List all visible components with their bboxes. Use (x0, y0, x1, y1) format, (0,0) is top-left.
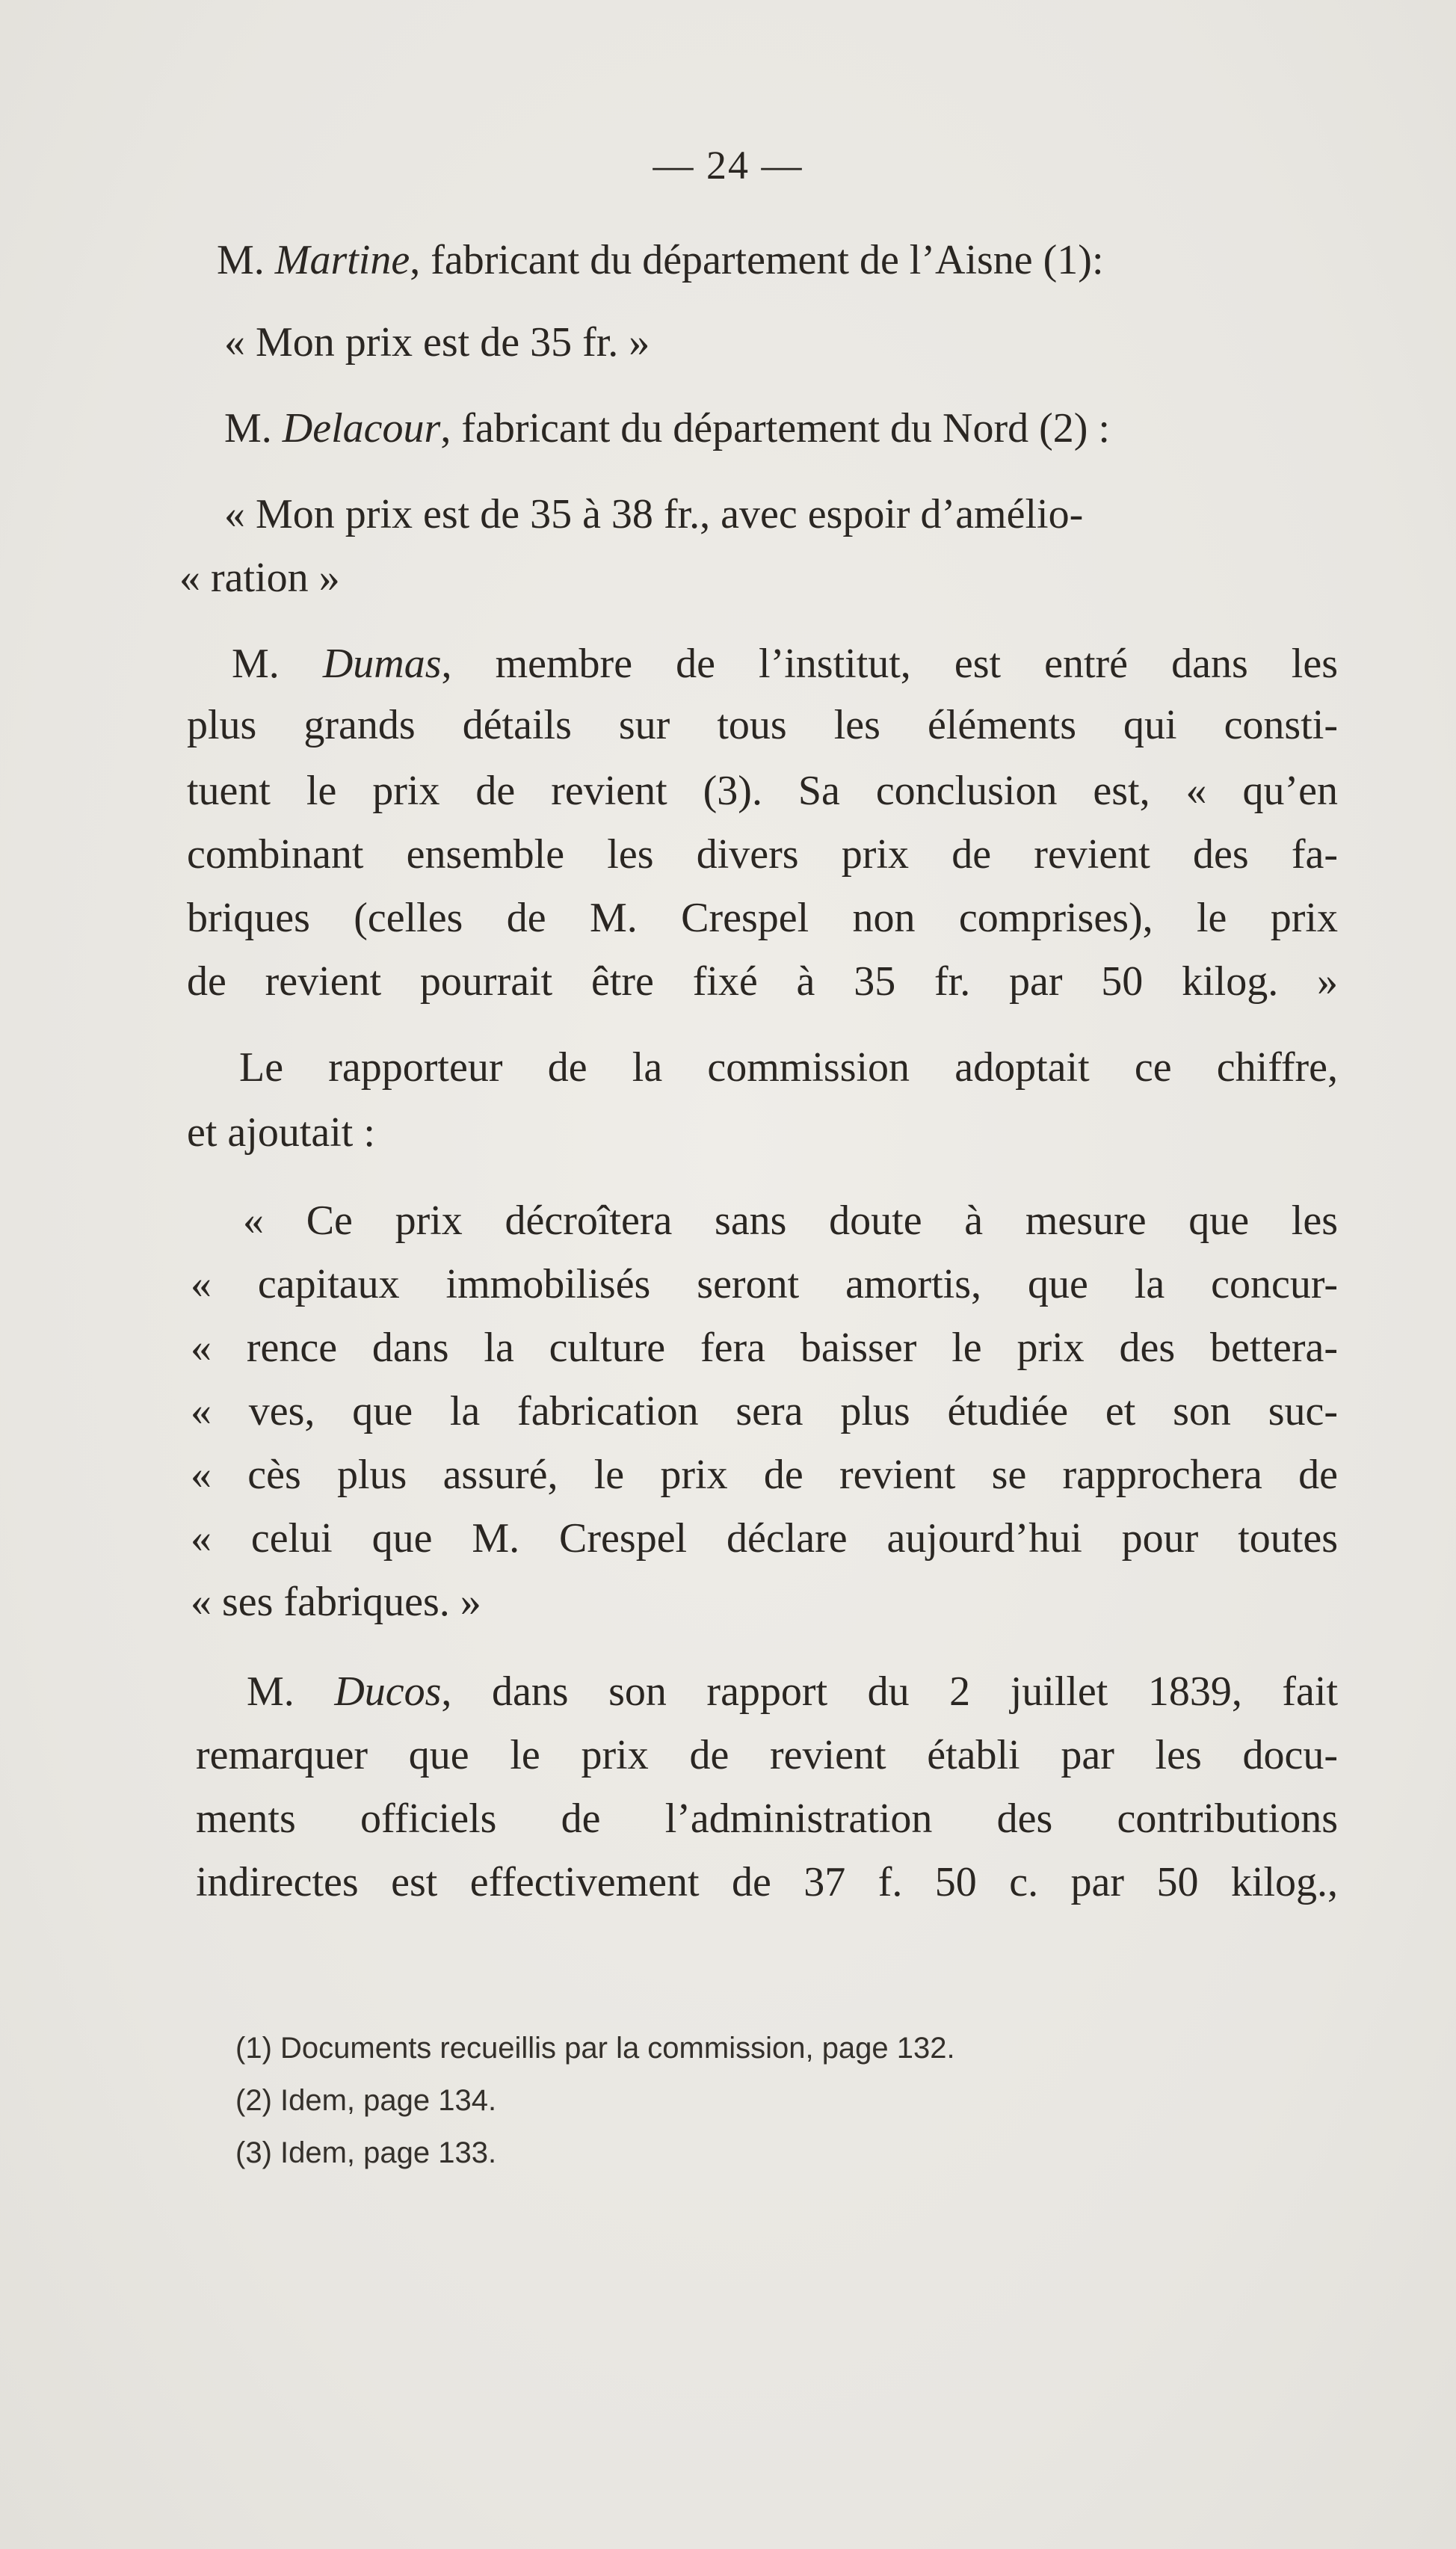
quote-line-3: « rence dans la culture fera baisser le prix des bettera- (191, 1325, 1338, 1371)
quote-line-5: « cès plus assuré, le prix de revient se rapprochera de (191, 1452, 1338, 1498)
quote-line-4: « ves, que la fabrication sera plus étudiée et son suc- (191, 1388, 1338, 1434)
martine-line-1: M. Martine, fabricant du département de l’Aisne (1): (217, 237, 1104, 283)
rapporteur-line-1: Le rapporteur de la commission adoptait ce chiffre, (239, 1044, 1338, 1091)
quote-line-2: « capitaux immobilisés seront amortis, que la concur- (191, 1261, 1338, 1307)
quote-line-1: « Ce prix décroîtera sans doute à mesure que les (243, 1198, 1338, 1244)
quote-line-6: « celui que M. Crespel déclare aujourd’hui pour toutes (191, 1515, 1338, 1562)
ducos-line-1: M. Ducos, dans son rapport du 2 juillet 1839, fait (247, 1668, 1339, 1715)
delacour-line-3: « ration » (179, 555, 340, 601)
delacour-line-2: « Mon prix est de 35 à 38 fr., avec espoir d’amélio- (224, 491, 1084, 537)
quote-line-7: « ses fabriques. » (191, 1579, 481, 1625)
dumas-line-4: combinant ensemble les divers prix de revient des fa- (187, 831, 1338, 878)
dumas-line-2: plus grands détails sur tous les éléments qui consti- (187, 702, 1338, 748)
ducos-line-2: remarquer que le prix de revient établi par les docu- (196, 1732, 1338, 1778)
delacour-line-1: M. Delacour, fabricant du département du Nord (2) : (224, 405, 1110, 451)
martine-name: Martine (274, 237, 410, 283)
footnote-3: (3) Idem, page 133. (235, 2136, 497, 2169)
ducos-line-4: indirectes est effectivement de 37 f. 50 c. par 50 kilog., (196, 1859, 1338, 1905)
dumas-line-1: M. Dumas, membre de l’institut, est entré dans les (232, 641, 1338, 687)
footnote-2: (2) Idem, page 134. (235, 2084, 497, 2117)
dumas-line-5: briques (celles de M. Crespel non comprises), le prix (187, 895, 1338, 941)
martine-line-2: « Mon prix est de 35 fr. » (224, 319, 650, 366)
page-number: — 24 — (653, 143, 803, 188)
ducos-line-3: ments officiels de l’administration des contributions (196, 1796, 1338, 1842)
rapporteur-line-2: et ajoutait : (187, 1109, 375, 1156)
dumas-name: Dumas (322, 641, 442, 687)
footnote-1: (1) Documents recueillis par la commission, page 132. (235, 2032, 955, 2065)
dumas-line-3: tuent le prix de revient (3). Sa conclusion est, « qu’en (187, 768, 1338, 814)
delacour-name: Delacour (282, 405, 441, 451)
ducos-name: Ducos (334, 1668, 442, 1715)
dumas-line-6: de revient pourrait être fixé à 35 fr. par 50 kilog. » (187, 958, 1338, 1005)
